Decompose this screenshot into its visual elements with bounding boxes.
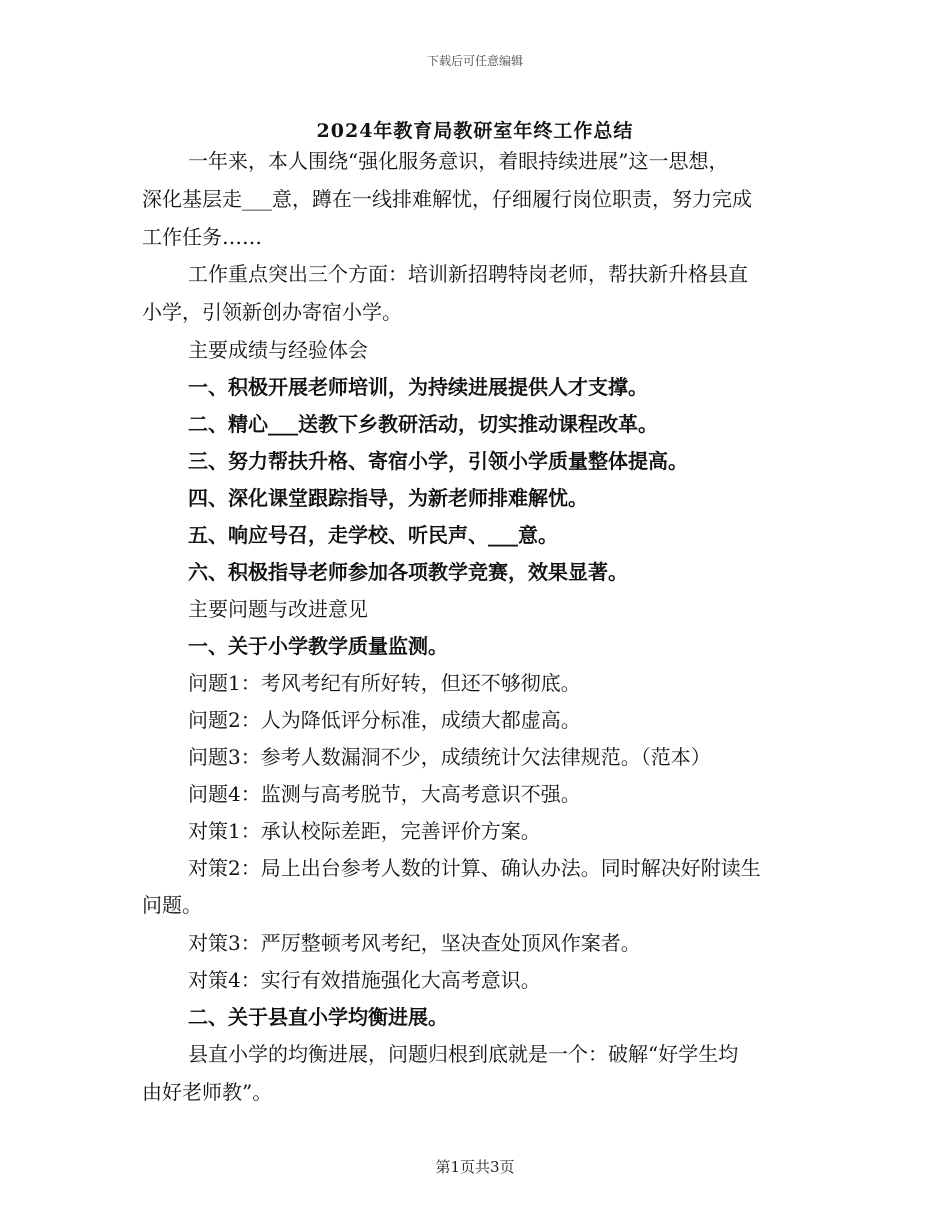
achievement-item: 三、努力帮扶升格、寄宿小学，引领小学质量整体提高。 [188,449,688,473]
problem-item: 问题1：考风考纪有所好转，但还不够彻底。 [188,671,581,695]
paragraph-line: 小学，引领新创办寄宿小学。 [142,300,402,324]
problem-item: 问题4：监测与高考脱节，大高考意识不强。 [188,782,581,806]
page-footer: 第1页共3页 [435,1158,515,1176]
achievement-item: 二、精心___送教下乡教研活动，切实推动课程改革。 [188,412,658,436]
paragraph-line: 深化基层走___意，蹲在一线排难解忧，仔细履行岗位职责，努力完成 [142,187,752,211]
subsection-heading: 二、关于县直小学均衡进展。 [188,1005,448,1029]
paragraph-line: 工作任务…… [142,225,262,249]
measure-item: 问题。 [142,893,202,917]
paragraph-line: 工作重点突出三个方面：培训新招聘特岗老师，帮扶新升格县直 [188,262,748,286]
paragraph-line: 由好老师教”。 [142,1080,273,1104]
achievement-item: 五、响应号召，走学校、听民声、___意。 [188,523,558,547]
section-heading: 主要成绩与经验体会 [188,338,368,362]
problem-item: 问题2：人为降低评分标准，成绩大都虚高。 [188,708,581,732]
measure-item: 对策3：严厉整顿考风考纪，坚决查处顶风作案者。 [188,931,641,955]
document-title: 2024年教育局教研室年终工作总结 [316,120,634,142]
paragraph-line: 县直小学的均衡进展，问题归根到底就是一个：破解“好学生均 [188,1042,739,1066]
achievement-item: 四、深化课堂跟踪指导，为新老师排难解忧。 [188,486,588,510]
achievement-item: 一、积极开展老师培训，为持续进展提供人才支撑。 [188,375,648,399]
section-heading: 主要问题与改进意见 [188,597,368,621]
subsection-heading: 一、关于小学教学质量监测。 [188,634,448,658]
measure-item: 对策4：实行有效措施强化大高考意识。 [188,968,541,992]
achievement-item: 六、积极指导老师参加各项教学竞赛，效果显著。 [188,560,628,584]
measure-item: 对策1：承认校际差距，完善评价方案。 [188,819,541,843]
measure-item: 对策2：局上出台参考人数的计算、确认办法。同时解决好附读生 [188,856,761,880]
paragraph-line: 一年来，本人围绕“强化服务意识，着眼持续进展”这一思想， [188,149,729,173]
page-header: 下载后可任意编辑 [426,54,523,68]
problem-item: 问题3：参考人数漏洞不少，成绩统计欠法律规范。（范本） [188,745,711,769]
